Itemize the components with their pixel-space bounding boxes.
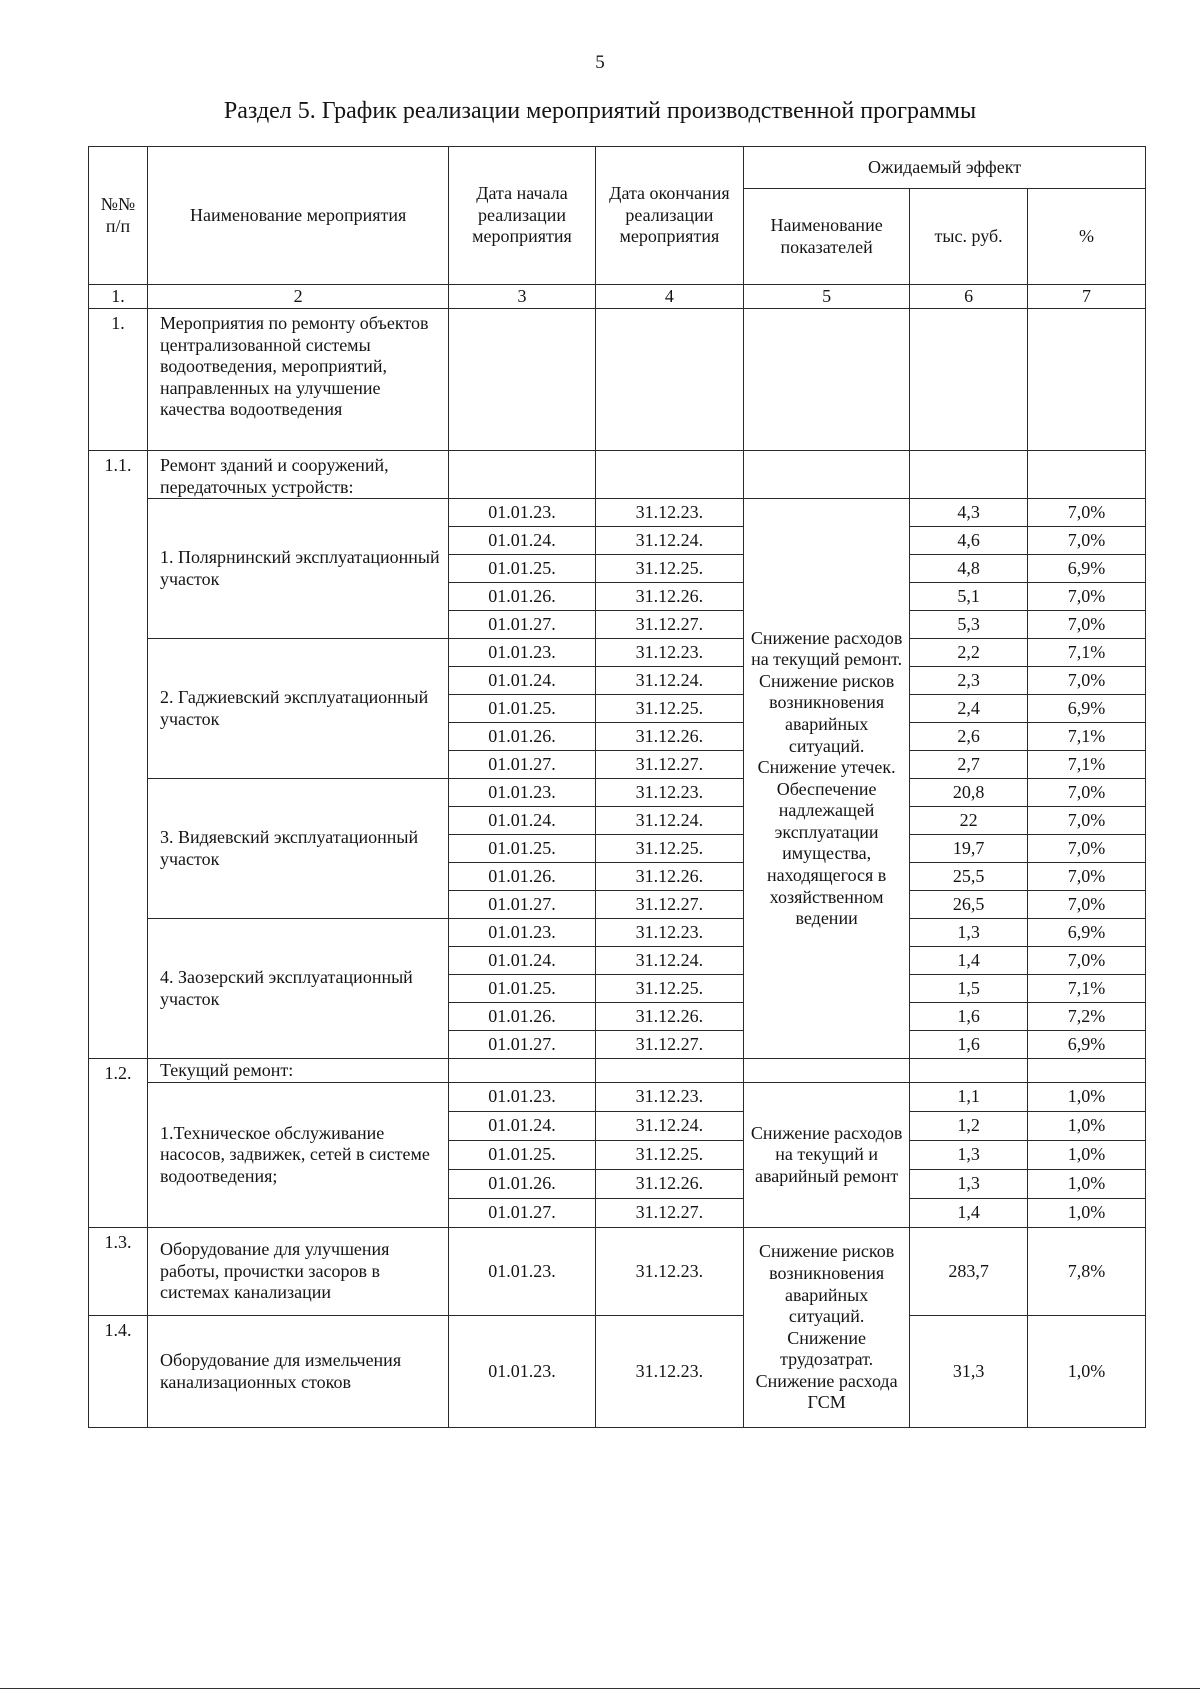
section-1-1-num: 1.1. xyxy=(89,451,148,1059)
section-1-3-name: Оборудование для улучшения работы, прочистки засоров в системах канализации xyxy=(147,1228,448,1316)
col-number-3: 3 xyxy=(449,285,595,309)
value-percent: 7,0% xyxy=(1028,611,1146,639)
value-percent: 7,1% xyxy=(1028,751,1146,779)
empty-cell xyxy=(1028,1059,1146,1083)
value-percent: 7,1% xyxy=(1028,639,1146,667)
value-thousand-rub: 31,3 xyxy=(910,1316,1028,1428)
start-date: 01.01.23. xyxy=(449,499,595,527)
value-thousand-rub: 2,7 xyxy=(910,751,1028,779)
end-date: 31.12.24. xyxy=(595,527,744,555)
end-date: 31.12.25. xyxy=(595,1141,744,1170)
value-percent: 1,0% xyxy=(1028,1316,1146,1428)
page-title: Раздел 5. График реализации мероприятий производственной программы xyxy=(223,98,977,124)
value-thousand-rub: 5,1 xyxy=(910,583,1028,611)
start-date: 01.01.23. xyxy=(449,779,595,807)
value-percent: 7,1% xyxy=(1028,975,1146,1003)
start-date: 01.01.25. xyxy=(449,975,595,1003)
start-date: 01.01.27. xyxy=(449,611,595,639)
col-number-4: 4 xyxy=(595,285,744,309)
value-percent: 7,0% xyxy=(1028,527,1146,555)
value-percent: 6,9% xyxy=(1028,919,1146,947)
value-percent: 7,0% xyxy=(1028,807,1146,835)
value-percent: 1,0% xyxy=(1028,1112,1146,1141)
empty-cell xyxy=(449,451,595,499)
value-percent: 1,0% xyxy=(1028,1083,1146,1112)
header-effect: Ожидаемый эффект xyxy=(744,147,1146,189)
value-percent: 7,0% xyxy=(1028,499,1146,527)
value-thousand-rub: 1,3 xyxy=(910,919,1028,947)
value-thousand-rub: 19,7 xyxy=(910,835,1028,863)
empty-cell xyxy=(595,309,744,451)
header-start: Дата начала реализации мероприятия xyxy=(449,147,595,285)
value-thousand-rub: 1,6 xyxy=(910,1031,1028,1059)
site-name: 2. Гаджиевский эксплуатационный участок xyxy=(147,639,448,779)
value-thousand-rub: 283,7 xyxy=(910,1228,1028,1316)
section-1-4-num: 1.4. xyxy=(89,1316,148,1428)
end-date: 31.12.23. xyxy=(595,779,744,807)
section-1-name: Мероприятия по ремонту объектов централизованной системы водоотведения, мероприятий, направленных на улучшение качества водоотведения xyxy=(147,309,448,451)
site-name: 3. Видяевский эксплуатационный участок xyxy=(147,779,448,919)
value-thousand-rub: 1,1 xyxy=(910,1083,1028,1112)
value-percent: 7,0% xyxy=(1028,863,1146,891)
value-thousand-rub: 25,5 xyxy=(910,863,1028,891)
section-1-2-name: Текущий ремонт: xyxy=(147,1059,448,1083)
value-percent: 7,8% xyxy=(1028,1228,1146,1316)
start-date: 01.01.27. xyxy=(449,1031,595,1059)
start-date: 01.01.23. xyxy=(449,1316,595,1428)
empty-cell xyxy=(744,309,910,451)
value-percent: 7,0% xyxy=(1028,583,1146,611)
end-date: 31.12.25. xyxy=(595,555,744,583)
value-percent: 7,0% xyxy=(1028,835,1146,863)
value-percent: 7,0% xyxy=(1028,667,1146,695)
start-date: 01.01.23. xyxy=(449,919,595,947)
value-thousand-rub: 26,5 xyxy=(910,891,1028,919)
value-percent: 7,0% xyxy=(1028,779,1146,807)
value-percent: 1,0% xyxy=(1028,1199,1146,1228)
col-number-1: 1. xyxy=(89,285,148,309)
empty-cell xyxy=(910,1059,1028,1083)
value-percent: 7,1% xyxy=(1028,723,1146,751)
empty-cell xyxy=(744,1059,910,1083)
value-percent: 7,2% xyxy=(1028,1003,1146,1031)
value-thousand-rub: 20,8 xyxy=(910,779,1028,807)
header-name: Наименование мероприятия xyxy=(147,147,448,285)
header-thousand-rub: тыс. руб. xyxy=(910,189,1028,285)
empty-cell xyxy=(595,451,744,499)
schedule-table xyxy=(88,146,1146,1428)
bottom-border-line xyxy=(0,1688,1200,1689)
value-thousand-rub: 1,5 xyxy=(910,975,1028,1003)
start-date: 01.01.23. xyxy=(449,639,595,667)
value-thousand-rub: 4,8 xyxy=(910,555,1028,583)
end-date: 31.12.26. xyxy=(595,1003,744,1031)
start-date: 01.01.24. xyxy=(449,527,595,555)
value-percent: 7,0% xyxy=(1028,891,1146,919)
effect-description: Снижение рисков возникновения аварийных ситуаций. Снижение трудозатрат. Снижение расхода ГСМ xyxy=(744,1228,910,1428)
empty-cell xyxy=(449,1059,595,1083)
end-date: 31.12.26. xyxy=(595,583,744,611)
start-date: 01.01.24. xyxy=(449,1112,595,1141)
value-percent: 1,0% xyxy=(1028,1170,1146,1199)
end-date: 31.12.24. xyxy=(595,1112,744,1141)
start-date: 01.01.26. xyxy=(449,1170,595,1199)
effect-description: Снижение расходов на текущий ремонт. Снижение рисков возникновения аварийных ситуаций. Снижение утечек. Обеспечение надлежащей эксплуатации имущества, находящегося в хозяйственном ведении xyxy=(744,499,910,1059)
empty-cell xyxy=(595,1059,744,1083)
end-date: 31.12.23. xyxy=(595,499,744,527)
empty-cell xyxy=(910,451,1028,499)
col-number-5: 5 xyxy=(744,285,910,309)
value-percent: 6,9% xyxy=(1028,695,1146,723)
page-number: 5 xyxy=(595,52,605,73)
end-date: 31.12.27. xyxy=(595,751,744,779)
value-thousand-rub: 5,3 xyxy=(910,611,1028,639)
end-date: 31.12.26. xyxy=(595,863,744,891)
site-name: 4. Заозерский эксплуатационный участок xyxy=(147,919,448,1059)
end-date: 31.12.27. xyxy=(595,891,744,919)
section-1-num: 1. xyxy=(89,309,148,451)
section-1-4-name: Оборудование для измельчения канализационных стоков xyxy=(147,1316,448,1428)
empty-cell xyxy=(910,309,1028,451)
table-row xyxy=(89,639,1146,667)
end-date: 31.12.25. xyxy=(595,835,744,863)
header-end: Дата окончания реализации мероприятия xyxy=(595,147,744,285)
section-1-3-num: 1.3. xyxy=(89,1228,148,1316)
table-row xyxy=(89,919,1146,947)
start-date: 01.01.27. xyxy=(449,751,595,779)
value-thousand-rub: 4,3 xyxy=(910,499,1028,527)
value-percent: 6,9% xyxy=(1028,555,1146,583)
value-thousand-rub: 2,4 xyxy=(910,695,1028,723)
header-num: №№ п/п xyxy=(89,147,148,285)
start-date: 01.01.25. xyxy=(449,1141,595,1170)
value-thousand-rub: 1,3 xyxy=(910,1141,1028,1170)
value-thousand-rub: 1,4 xyxy=(910,947,1028,975)
value-thousand-rub: 2,3 xyxy=(910,667,1028,695)
value-thousand-rub: 22 xyxy=(910,807,1028,835)
end-date: 31.12.23. xyxy=(595,1083,744,1112)
site-name: 1. Полярнинский эксплуатационный участок xyxy=(147,499,448,639)
start-date: 01.01.23. xyxy=(449,1228,595,1316)
end-date: 31.12.26. xyxy=(595,723,744,751)
end-date: 31.12.25. xyxy=(595,695,744,723)
col-number-7: 7 xyxy=(1028,285,1146,309)
empty-cell xyxy=(449,309,595,451)
start-date: 01.01.26. xyxy=(449,583,595,611)
value-thousand-rub: 2,6 xyxy=(910,723,1028,751)
effect-description: Снижение расходов на текущий и аварийный ремонт xyxy=(744,1083,910,1228)
start-date: 01.01.23. xyxy=(449,1083,595,1112)
start-date: 01.01.26. xyxy=(449,863,595,891)
empty-cell xyxy=(1028,309,1146,451)
start-date: 01.01.26. xyxy=(449,1003,595,1031)
end-date: 31.12.23. xyxy=(595,1228,744,1316)
header-percent: % xyxy=(1028,189,1146,285)
end-date: 31.12.27. xyxy=(595,1031,744,1059)
end-date: 31.12.25. xyxy=(595,975,744,1003)
value-percent: 6,9% xyxy=(1028,1031,1146,1059)
end-date: 31.12.23. xyxy=(595,1316,744,1428)
empty-cell xyxy=(744,451,910,499)
end-date: 31.12.27. xyxy=(595,1199,744,1228)
end-date: 31.12.24. xyxy=(595,947,744,975)
col-number-6: 6 xyxy=(910,285,1028,309)
end-date: 31.12.24. xyxy=(595,807,744,835)
header-indicator: Наименование показателей xyxy=(744,189,910,285)
table-row xyxy=(89,499,1146,527)
value-thousand-rub: 1,3 xyxy=(910,1170,1028,1199)
start-date: 01.01.26. xyxy=(449,723,595,751)
end-date: 31.12.24. xyxy=(595,667,744,695)
start-date: 01.01.24. xyxy=(449,667,595,695)
start-date: 01.01.24. xyxy=(449,947,595,975)
value-thousand-rub: 1,6 xyxy=(910,1003,1028,1031)
end-date: 31.12.27. xyxy=(595,611,744,639)
end-date: 31.12.23. xyxy=(595,639,744,667)
section-1-2-sub-name: 1.Техническое обслуживание насосов, задвижек, сетей в системе водоотведения; xyxy=(147,1083,448,1228)
value-percent: 1,0% xyxy=(1028,1141,1146,1170)
table-row xyxy=(89,779,1146,807)
section-1-2-num: 1.2. xyxy=(89,1059,148,1228)
value-thousand-rub: 2,2 xyxy=(910,639,1028,667)
table-row xyxy=(89,1083,1146,1112)
value-thousand-rub: 1,2 xyxy=(910,1112,1028,1141)
start-date: 01.01.27. xyxy=(449,891,595,919)
start-date: 01.01.25. xyxy=(449,835,595,863)
end-date: 31.12.26. xyxy=(595,1170,744,1199)
col-number-2: 2 xyxy=(147,285,448,309)
empty-cell xyxy=(1028,451,1146,499)
start-date: 01.01.27. xyxy=(449,1199,595,1228)
value-percent: 7,0% xyxy=(1028,947,1146,975)
start-date: 01.01.24. xyxy=(449,807,595,835)
value-thousand-rub: 4,6 xyxy=(910,527,1028,555)
start-date: 01.01.25. xyxy=(449,555,595,583)
start-date: 01.01.25. xyxy=(449,695,595,723)
value-thousand-rub: 1,4 xyxy=(910,1199,1028,1228)
end-date: 31.12.23. xyxy=(595,919,744,947)
section-1-1-name: Ремонт зданий и сооружений, передаточных устройств: xyxy=(147,451,448,499)
